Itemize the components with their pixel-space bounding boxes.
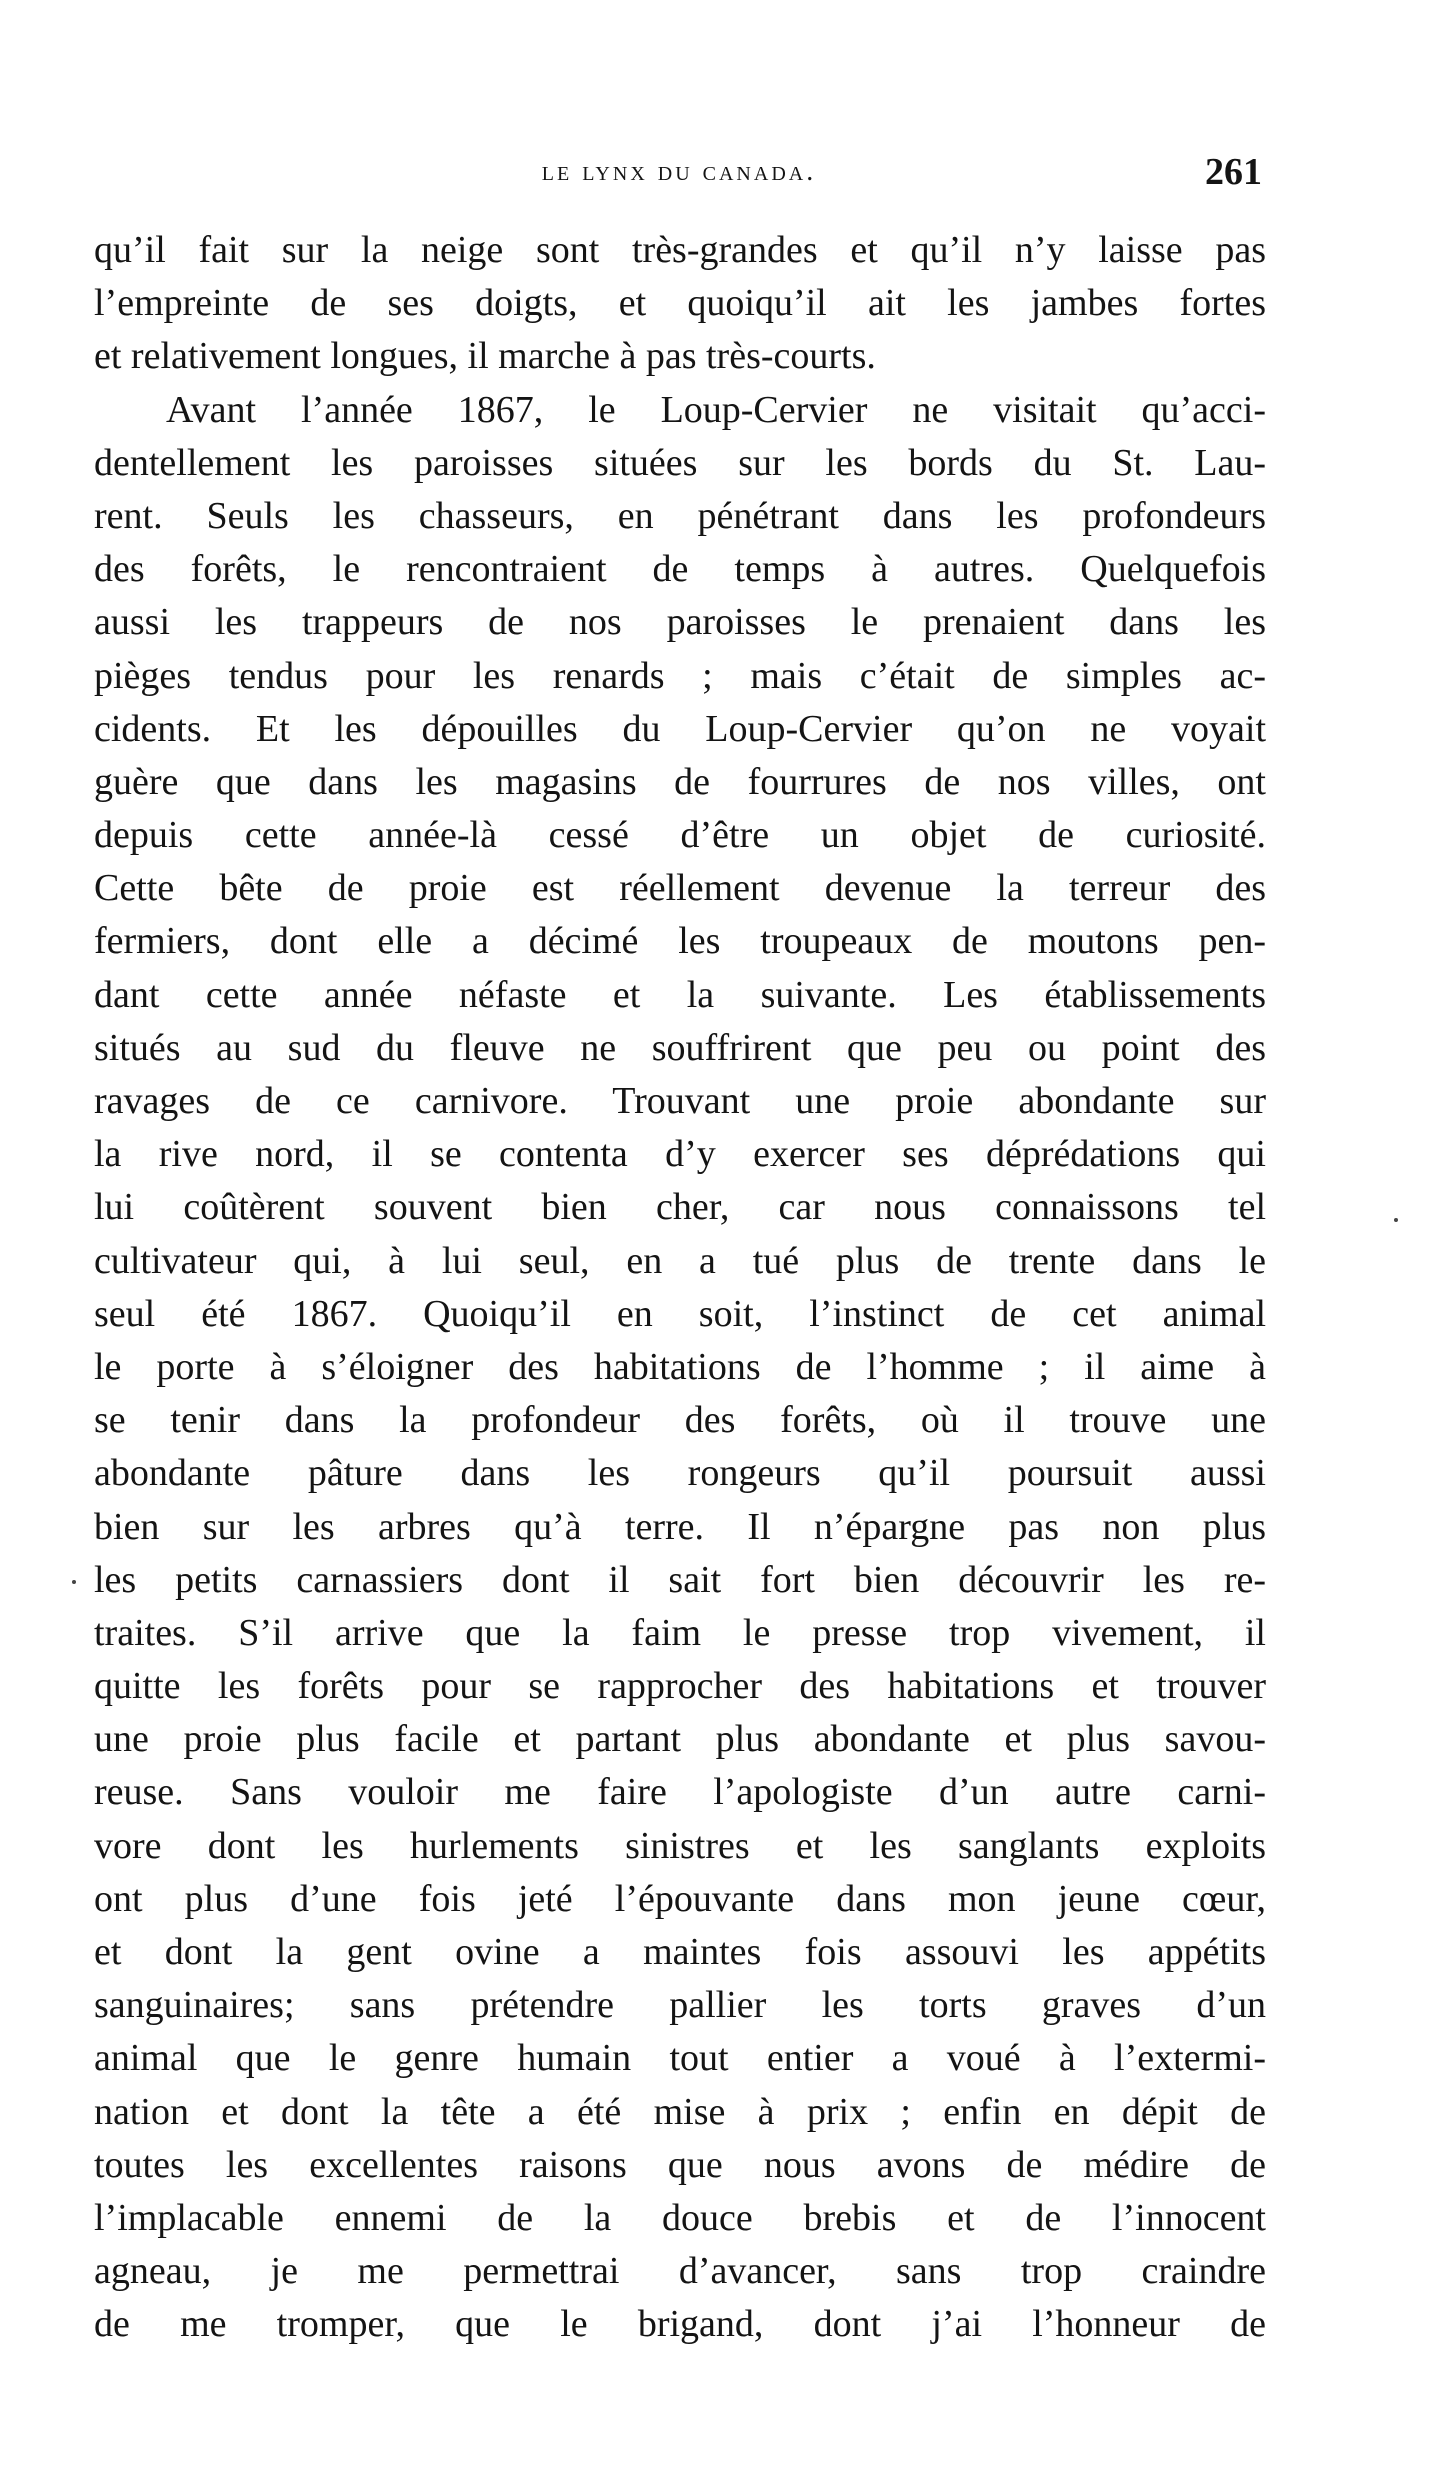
text-line: rent. Seuls les chasseurs, en pénétrant dans les profondeurs — [94, 494, 1266, 537]
text-line: qu’il fait sur la neige sont très-grandes et qu’il n’y laisse pas — [94, 229, 1266, 271]
text-line: et dont la gent ovine a maintes fois assouvi les appétits — [94, 1931, 1266, 1973]
running-head — [96, 150, 1262, 200]
text-line: quitte les forêts pour se rapprocher des habitations et trouver — [94, 1665, 1266, 1708]
text-line: la rive nord, il se contenta d’y exercer ses déprédations qui — [94, 1133, 1266, 1176]
text-line: ravages de ce carnivore. Trouvant une proie abondante sur — [94, 1080, 1266, 1122]
text-line: fermiers, dont elle a décimé les troupeaux de moutons pen- — [94, 920, 1266, 963]
text-line: abondante pâture dans les rongeurs qu’il poursuit aussi — [94, 1452, 1266, 1495]
text-line: seul été 1867. Quoiqu’il en soit, l’instinct de cet animal — [94, 1292, 1266, 1335]
text-line: l’empreinte de ses doigts, et quoiqu’il ait les jambes fortes — [94, 282, 1266, 325]
text-line: sanguinaires; sans prétendre pallier les torts graves d’un — [94, 1984, 1266, 2027]
text-line: une proie plus facile et partant plus abondante et plus savou- — [94, 1718, 1266, 1761]
text-line: le porte à s’éloigner des habitations de l’homme ; il aime à — [94, 1345, 1266, 1388]
text-line: nation et dont la tête a été mise à prix ; enfin en dépit de — [94, 2090, 1266, 2133]
text-line: depuis cette année-là cessé d’être un objet de curiosité. — [94, 814, 1266, 857]
margin-speck — [72, 1580, 76, 1584]
page-number: 261 — [1205, 151, 1262, 193]
text-line: ont plus d’une fois jeté l’épouvante dans mon jeune cœur, — [94, 1877, 1266, 1920]
text-line: de me tromper, que le brigand, dont j’ai l’honneur de — [94, 2303, 1266, 2346]
text-line: dant cette année néfaste et la suivante. Les établissements — [94, 973, 1266, 1016]
text-line: traites. S’il arrive que la faim le presse trop vivement, il — [94, 1611, 1266, 1654]
text-line: Avant l’année 1867, le Loup-Cervier ne visitait qu’acci- — [166, 388, 1266, 431]
text-line: lui coûtèrent souvent bien cher, car nous connaissons tel — [94, 1186, 1266, 1229]
text-line: bien sur les arbres qu’à terre. Il n’épargne pas non plus — [94, 1505, 1266, 1548]
text-line: vore dont les hurlements sinistres et les sanglants exploits — [94, 1824, 1266, 1867]
text-line: cultivateur qui, à lui seul, en a tué plus de trente dans le — [94, 1239, 1266, 1282]
text-line: Cette bête de proie est réellement devenue la terreur des — [94, 867, 1266, 910]
text-line: reuse. Sans vouloir me faire l’apologiste d’un autre carni- — [94, 1771, 1266, 1814]
text-line: guère que dans les magasins de fourrures de nos villes, ont — [94, 760, 1266, 803]
text-line: et relativement longues, il marche à pas très-courts. — [94, 335, 876, 378]
text-line: pièges tendus pour les renards ; mais c’était de simples ac- — [94, 654, 1266, 697]
text-line: animal que le genre humain tout entier a voué à l’extermi- — [94, 2037, 1266, 2080]
text-line: situés au sud du fleuve ne souffrirent que peu ou point des — [94, 1026, 1266, 1069]
margin-speck — [1394, 1218, 1398, 1222]
text-line: les petits carnassiers dont il sait fort bien découvrir les re- — [94, 1558, 1266, 1601]
text-line: des forêts, le rencontraient de temps à autres. Quelquefois — [94, 548, 1266, 591]
text-line: se tenir dans la profondeur des forêts, où il trouve une — [94, 1399, 1266, 1442]
text-line: l’implacable ennemi de la douce brebis et de l’innocent — [94, 2196, 1266, 2239]
text-line: agneau, je me permettrai d’avancer, sans trop craindre — [94, 2250, 1266, 2293]
body-text — [94, 224, 1266, 2352]
text-line: aussi les trappeurs de nos paroisses le prenaient dans les — [94, 601, 1266, 644]
text-line: cidents. Et les dépouilles du Loup-Cervier qu’on ne voyait — [94, 707, 1266, 750]
running-title: le lynx du canada. — [541, 156, 817, 187]
text-line: toutes les excellentes raisons que nous avons de médire de — [94, 2143, 1266, 2186]
text-line: dentellement les paroisses situées sur les bords du St. Lau- — [94, 441, 1266, 484]
